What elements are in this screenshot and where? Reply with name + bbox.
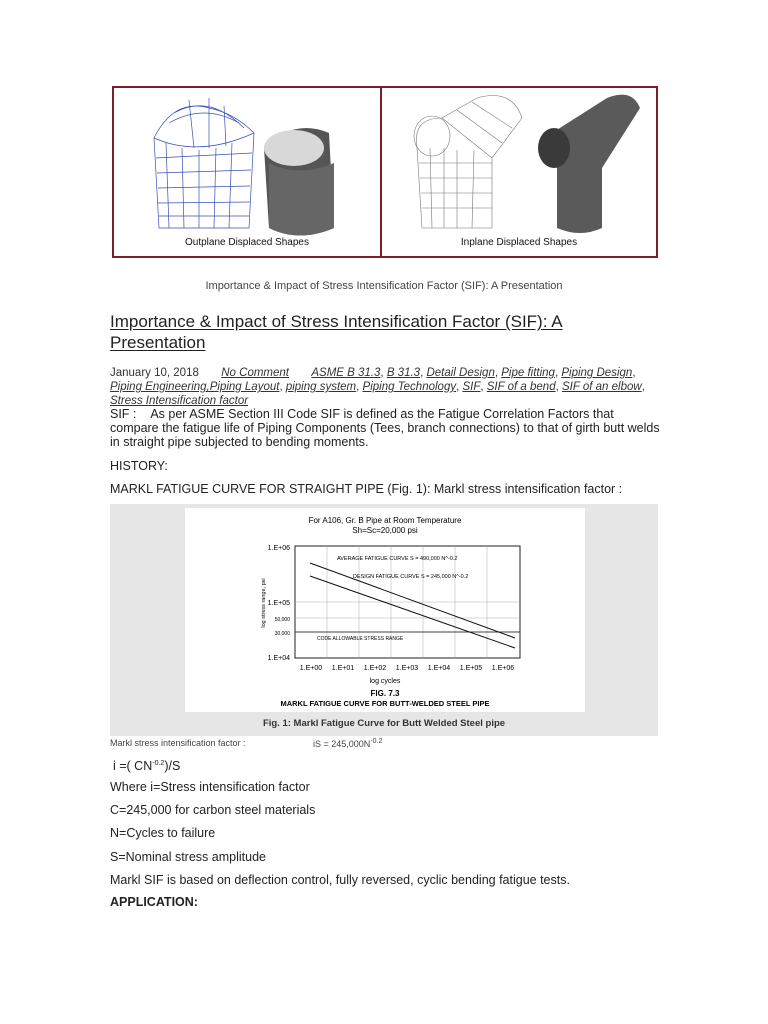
x-tick: 1.E+06 [491,665,515,672]
hero-image [112,86,658,258]
formula-label: Markl stress intensification factor : [110,738,246,748]
x-tick: 1.E+00 [299,665,323,672]
inplane-panel [382,88,656,256]
n-definition: N=Cycles to failure [110,826,216,840]
i-formula-exponent: -0.2 [152,760,165,767]
tag-link[interactable]: Detail Design [426,367,495,379]
markl-chart [185,508,585,712]
where-i: Where i=Stress intensification factor [110,780,310,794]
y-tick: 50,000 [274,617,290,623]
tag-link[interactable]: Piping Technology [362,381,457,393]
y-tick: 1.E+04 [267,655,290,662]
article-meta: January 10, 2018 No Comment ASME B 31.3, B 31.3, Detail Design, Pipe fitting, Piping Design, Piping Engineering,Piping Layout, piping system, Piping Technology, SIF, SIF of a bend, SIF of an elbow, Stress Intensification factor [110,367,645,407]
chart-header-1: For A106, Gr. B Pipe at Room Temperature [308,516,462,525]
outplane-caption: Outplane Displaced Shapes [185,237,309,248]
formula-exponent: -0.2 [370,738,383,745]
markl-chart-svg [185,508,585,712]
tag-link[interactable]: piping system [285,381,357,393]
fig-title: MARKL FATIGUE CURVE FOR BUTT-WELDED STEEL PIPE [280,699,490,708]
sif-text: As per ASME Section III Code SIF is defined as the Fatigue Correlation Factors that compare the fatigue life of Piping Components (Tees, branch connections) to that of girth butt welds in straight pipe subjected to bending moments. [110,407,660,449]
article-title[interactable]: Importance & Impact of Stress Intensification Factor (SIF): A Presentation [110,312,563,352]
outplane-panel [114,88,382,256]
post-date: January 10, 2018 [110,367,199,379]
i-formula-start: i =( CN [113,759,153,774]
markl-heading: MARKL FATIGUE CURVE FOR STRAIGHT PIPE (Fig. 1): Markl stress intensification factor : [110,482,623,496]
image-caption: Importance & Impact of Stress Intensification Factor (SIF): A Presentation [205,280,563,292]
x-tick: 1.E+02 [363,665,387,672]
markl-based: Markl SIF is based on deflection control, fully reversed, cyclic bending fatigue tests. [110,873,570,887]
tag-link[interactable]: SIF of a bend [486,381,556,393]
code-allowable-label: CODE ALLOWABLE STRESS RANGE [317,636,404,642]
x-axis-label: log cycles [369,678,401,685]
i-formula-end: )/S [164,759,181,774]
sif-definition [110,407,660,449]
s-definition: S=Nominal stress amplitude [110,850,266,864]
tag-link[interactable]: Pipe fitting [501,367,555,379]
y-axis-label: log stress range, psi [261,578,267,628]
inplane-caption: Inplane Displaced Shapes [460,237,578,248]
tag-link[interactable]: SIF of an elbow [562,381,642,393]
chart-header-2: Sh=Sc=20,000 psi [352,526,418,535]
application-heading: APPLICATION: [110,895,198,909]
tag-link[interactable]: ASME B 31.3 [311,367,381,379]
sif-label: SIF : [110,407,137,421]
tag-link[interactable]: Stress Intensification factor [110,395,249,407]
x-tick: 1.E+03 [395,665,419,672]
inplane-drawing [382,88,656,256]
fig-number: FIG. 7.3 [370,689,400,698]
tag-link[interactable]: B 31.3 [386,367,421,379]
y-tick: 30,000 [274,631,290,637]
history-heading: HISTORY: [110,459,168,473]
curve-design-label: DESIGN FATIGUE CURVE S = 245,000 N^-0.2 [353,574,469,580]
y-tick: 1.E+06 [267,545,290,552]
markl-figure [110,504,658,736]
formula [313,738,382,749]
i-formula [113,757,663,773]
figure-caption: Fig. 1: Markl Fatigue Curve for Butt Welded Steel pipe [262,718,506,729]
outplane-drawing [114,88,380,256]
c-definition: C=245,000 for carbon steel materials [110,803,316,817]
tag-link[interactable]: SIF [462,381,481,393]
tag-link[interactable]: Piping Engineering,Piping Layout [110,381,280,393]
curve-average-label: AVERAGE FATIGUE CURVE S = 490,000 N^-0.2 [337,556,458,562]
comments-link[interactable]: No Comment [221,367,289,379]
x-tick: 1.E+05 [459,665,483,672]
y-tick: 1.E+05 [267,600,290,607]
x-tick: 1.E+01 [331,665,355,672]
tag-link[interactable]: Piping Design [561,367,633,379]
formula-base: iS = 245,000N [313,739,371,749]
x-tick: 1.E+04 [427,665,451,672]
